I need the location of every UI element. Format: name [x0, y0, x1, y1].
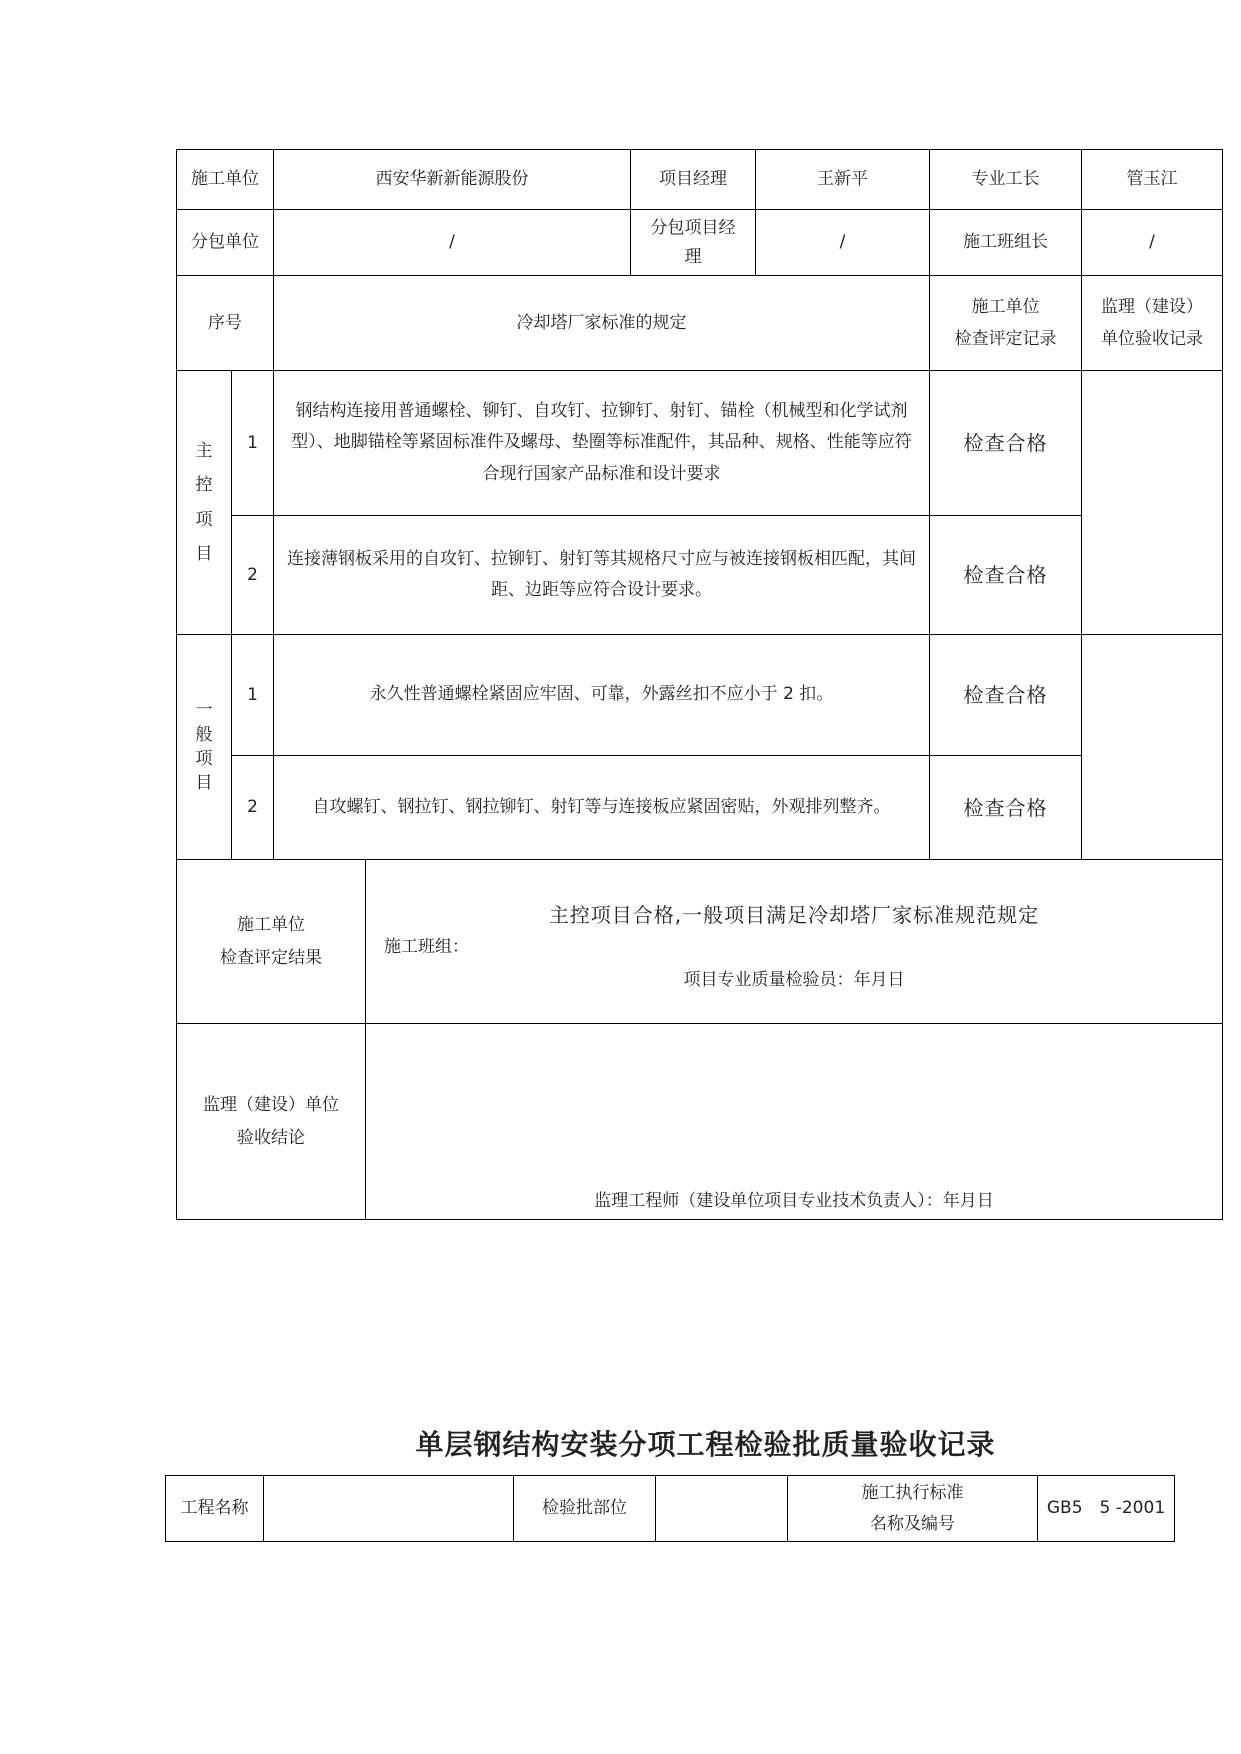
batch-part-label: 检验批部位: [514, 1476, 656, 1542]
unit-record-label-line2: 检查评定记录: [954, 329, 1057, 349]
main-item-row-2: [177, 516, 1223, 635]
project-name-label: 工程名称: [166, 1476, 264, 1542]
general-item-row-2: [177, 756, 1223, 860]
standard-label-line1: 施工执行标准: [861, 1482, 964, 1503]
batch-part-value: [656, 1476, 788, 1542]
main-item-no: 2: [232, 516, 274, 635]
general-item-no: 1: [232, 635, 274, 756]
main-items-char: 项: [195, 509, 213, 530]
row-subcontract: [177, 210, 1223, 276]
general-items-supervisor-record: [1082, 635, 1223, 860]
unit-result-label: [177, 860, 366, 1024]
general-items-label: [177, 635, 232, 860]
unit-record-label: [930, 276, 1082, 371]
main-items-label: [177, 371, 232, 635]
main-items-char: 主: [195, 440, 213, 461]
construction-unit-value: 西安华新新能源股份: [274, 150, 631, 210]
general-items-char: 项: [195, 749, 213, 769]
unit-result-label-line2: 检查评定结果: [220, 947, 322, 968]
main-item-result: 检查合格: [930, 516, 1082, 635]
general-item-result: 检查合格: [930, 635, 1082, 756]
general-items-char: 目: [195, 773, 213, 794]
main-items-supervisor-record: [1082, 371, 1223, 635]
supervisor-label: [177, 1024, 366, 1220]
main-item-no: 1: [232, 371, 274, 516]
standard-label-line2: 名称及编号: [870, 1513, 955, 1534]
supervisor-record-label: [1082, 276, 1223, 371]
team-leader-value: /: [1082, 210, 1223, 276]
standard-label: [788, 1476, 1038, 1542]
standard-value: GB5 5 -2001: [1038, 1476, 1175, 1542]
subcontract-unit-value: /: [274, 210, 631, 276]
subcontract-unit-label: 分包单位: [177, 210, 274, 276]
general-item-text: 永久性普通螺栓紧固应牢固、可靠，外露丝扣不应小于 2 扣。: [274, 635, 930, 756]
general-items-char: 般: [195, 724, 213, 745]
row-construction-unit: [177, 150, 1223, 210]
next-page-header-table: [165, 1475, 1175, 1542]
subcontract-manager-value: /: [756, 210, 930, 276]
supervisor-label-line2: 验收结论: [237, 1127, 305, 1148]
project-manager-value: 王新平: [756, 150, 930, 210]
row-column-headers: [177, 276, 1223, 371]
seq-label: 序号: [177, 276, 274, 371]
unit-result-content: [366, 860, 1223, 1024]
construction-unit-label: 施工单位: [177, 150, 274, 210]
supervisor-record-label-line1: 监理（建设）: [1101, 296, 1203, 317]
next-page-header-row: [166, 1476, 1175, 1542]
main-item-result: 检查合格: [930, 371, 1082, 516]
supervisor-row: [177, 1024, 1223, 1220]
general-item-result: 检查合格: [930, 756, 1082, 860]
project-manager-label: 项目经理: [631, 150, 756, 210]
main-items-char: 控: [195, 475, 213, 496]
supervisor-record-label-line2: 单位验收记录: [1101, 329, 1203, 349]
general-item-text: 自攻螺钉、钢拉钉、钢拉铆钉、射钉等与连接板应紧固密贴，外观排列整齐。: [274, 756, 930, 860]
unit-result-inspector: 项目专业质量检验员：年月日: [683, 969, 905, 990]
general-items-char: 一: [195, 700, 213, 721]
unit-result-row: [177, 860, 1223, 1024]
main-item-row-1: [177, 371, 1223, 516]
supervisor-content: [366, 1024, 1223, 1220]
supervisor-sign: 监理工程师（建设单位项目专业技术负责人）：年月日: [594, 1191, 994, 1212]
spec-label: 冷却塔厂家标准的规定: [274, 276, 930, 371]
main-items-char: 目: [195, 543, 213, 564]
project-name-value: [264, 1476, 514, 1542]
document-title: 单层钢结构安装分项工程检验批质量验收记录: [415, 1428, 996, 1461]
general-item-row-1: [177, 635, 1223, 756]
foreman-value: 管玉江: [1082, 150, 1223, 210]
subcontract-manager-label: 分包项目经理: [631, 210, 756, 276]
general-item-no: 2: [232, 756, 274, 860]
unit-result-label-line1: 施工单位: [237, 915, 305, 936]
unit-result-conclusion: 主控项目合格,一般项目满足冷却塔厂家标准规范规定: [548, 902, 1040, 927]
main-item-text: 钢结构连接用普通螺栓、铆钉、自攻钉、拉铆钉、射钉、锚栓（机械型和化学试剂型）、地脚锚栓等紧固标准件及螺母、垫圈等标准配件，其品种、规格、性能等应符合现行国家产品标准和设计要求: [274, 371, 930, 516]
supervisor-label-line1: 监理（建设）单位: [203, 1095, 339, 1116]
unit-result-team: 施工班组：: [384, 936, 469, 957]
team-leader-label: 施工班组长: [930, 210, 1082, 276]
main-item-text: 连接薄钢板采用的自攻钉、拉铆钉、射钉等其规格尺寸应与被连接钢板相匹配，其间距、边距等应符合设计要求。: [274, 516, 930, 635]
unit-record-label-line1: 施工单位: [971, 296, 1040, 317]
inspection-record-table: [176, 149, 1223, 1220]
foreman-label: 专业工长: [930, 150, 1082, 210]
